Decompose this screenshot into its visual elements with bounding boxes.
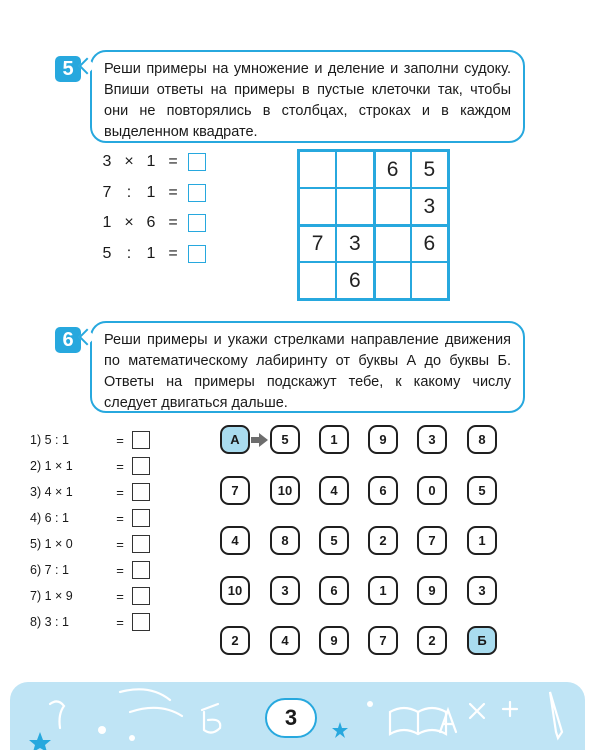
multiply-doodle <box>470 704 484 718</box>
sudoku-cell[interactable] <box>299 151 336 188</box>
letter-b-doodle <box>202 704 220 733</box>
sudoku-cell[interactable] <box>299 262 336 299</box>
answer-box[interactable] <box>132 561 150 579</box>
sudoku-cell[interactable]: 6 <box>411 225 448 262</box>
maze-cell[interactable]: 4 <box>220 526 250 555</box>
maze-cell[interactable]: 2 <box>220 626 250 655</box>
answer-box[interactable] <box>132 509 150 527</box>
task-6-text: Реши примеры и укажи стрелками направление движения по математическому лабиринту от буквы А до буквы Б. Ответы на примеры подскажут тебе, к какому числу следует двигаться дальше. <box>104 332 511 411</box>
sudoku-cell[interactable]: 7 <box>299 225 336 262</box>
maze-cell[interactable]: 9 <box>319 626 349 655</box>
plus-doodle <box>503 702 517 716</box>
star-icon <box>332 722 348 738</box>
star-icon <box>29 732 51 750</box>
page-number: 3 <box>265 698 317 738</box>
task-5-number: 5 <box>55 56 81 82</box>
letter-a-doodle <box>440 710 456 732</box>
maze-start-cell[interactable]: А <box>220 425 250 454</box>
swirl-doodle <box>120 689 170 700</box>
flower-icon <box>98 726 106 734</box>
task-6-example-1: 1) 5 : 1 = <box>30 430 150 450</box>
maze-cell[interactable]: 4 <box>319 476 349 505</box>
task-5-instructions <box>90 50 525 143</box>
maze-cell[interactable]: 10 <box>220 576 250 605</box>
answer-box[interactable] <box>188 214 206 232</box>
maze-cell[interactable]: 8 <box>270 526 300 555</box>
maze-cell[interactable]: 2 <box>417 626 447 655</box>
sudoku-cell[interactable]: 3 <box>411 188 448 225</box>
answer-box[interactable] <box>132 483 150 501</box>
maze-cell[interactable]: 1 <box>368 576 398 605</box>
sudoku-cell[interactable]: 6 <box>336 262 373 299</box>
maze-cell[interactable]: 9 <box>417 576 447 605</box>
maze-cell[interactable]: 3 <box>417 425 447 454</box>
maze-cell[interactable]: 9 <box>368 425 398 454</box>
math-maze <box>218 425 498 660</box>
task-6-instructions <box>90 321 525 413</box>
maze-cell[interactable]: 7 <box>417 526 447 555</box>
sudoku-grid <box>297 149 450 301</box>
task-5-example-1: 3 × 1 = <box>96 151 206 173</box>
sudoku-cell[interactable] <box>411 262 448 299</box>
task-6-example-3: 3) 4 × 1 = <box>30 482 150 502</box>
task-5-example-3: 1 × 6 = <box>96 212 206 234</box>
maze-cell[interactable]: 6 <box>319 576 349 605</box>
task-5-text: Реши примеры на умножение и деление и заполни судоку. Впиши ответы на примеры в пустые клеточки так, чтобы они не повторялись в столбцах, строках и в каждом выделенном квадрате. <box>104 61 511 140</box>
maze-cell[interactable]: 1 <box>467 526 497 555</box>
task-6-example-6: 6) 7 : 1 = <box>30 560 150 580</box>
task-6-example-8: 8) 3 : 1 = <box>30 612 150 632</box>
task-5-example-2: 7 : 1 = <box>96 182 206 204</box>
sudoku-cell[interactable]: 5 <box>411 151 448 188</box>
maze-cell[interactable]: 7 <box>368 626 398 655</box>
sudoku-cell[interactable] <box>336 188 373 225</box>
maze-finish-cell[interactable]: Б <box>467 626 497 655</box>
arrow-right-icon <box>251 433 268 447</box>
sudoku-cell[interactable] <box>299 188 336 225</box>
answer-box[interactable] <box>188 184 206 202</box>
sudoku-cell[interactable] <box>336 151 373 188</box>
maze-cell[interactable]: 4 <box>270 626 300 655</box>
maze-cell[interactable]: 7 <box>220 476 250 505</box>
sudoku-cell[interactable] <box>374 225 411 262</box>
sudoku-cell[interactable] <box>374 262 411 299</box>
answer-box[interactable] <box>132 613 150 631</box>
maze-cell[interactable]: 2 <box>368 526 398 555</box>
sudoku-cell[interactable]: 3 <box>336 225 373 262</box>
maze-cell[interactable]: 3 <box>467 576 497 605</box>
maze-cell[interactable]: 0 <box>417 476 447 505</box>
answer-box[interactable] <box>132 457 150 475</box>
answer-box[interactable] <box>132 535 150 553</box>
task-6-example-2: 2) 1 × 1 = <box>30 456 150 476</box>
answer-box[interactable] <box>132 431 150 449</box>
answer-box[interactable] <box>188 245 206 263</box>
task-6-example-4: 4) 6 : 1 = <box>30 508 150 528</box>
answer-box[interactable] <box>132 587 150 605</box>
task-6-example-5: 5) 1 × 0 = <box>30 534 150 554</box>
maze-cell[interactable]: 3 <box>270 576 300 605</box>
maze-cell[interactable]: 8 <box>467 425 497 454</box>
pencil-doodle <box>550 692 562 738</box>
maze-cell[interactable]: 5 <box>319 526 349 555</box>
maze-cell[interactable]: 5 <box>270 425 300 454</box>
maze-cell[interactable]: 5 <box>467 476 497 505</box>
answer-box[interactable] <box>188 153 206 171</box>
task-6-example-7: 7) 1 × 9 = <box>30 586 150 606</box>
task-6-number: 6 <box>55 327 81 353</box>
maze-cell[interactable]: 1 <box>319 425 349 454</box>
sudoku-cell[interactable]: 6 <box>374 151 411 188</box>
maze-cell[interactable]: 6 <box>368 476 398 505</box>
letter-g-doodle <box>50 701 64 728</box>
maze-cell[interactable]: 10 <box>270 476 300 505</box>
task-5-example-4: 5 : 1 = <box>96 243 206 265</box>
sudoku-cell[interactable] <box>374 188 411 225</box>
